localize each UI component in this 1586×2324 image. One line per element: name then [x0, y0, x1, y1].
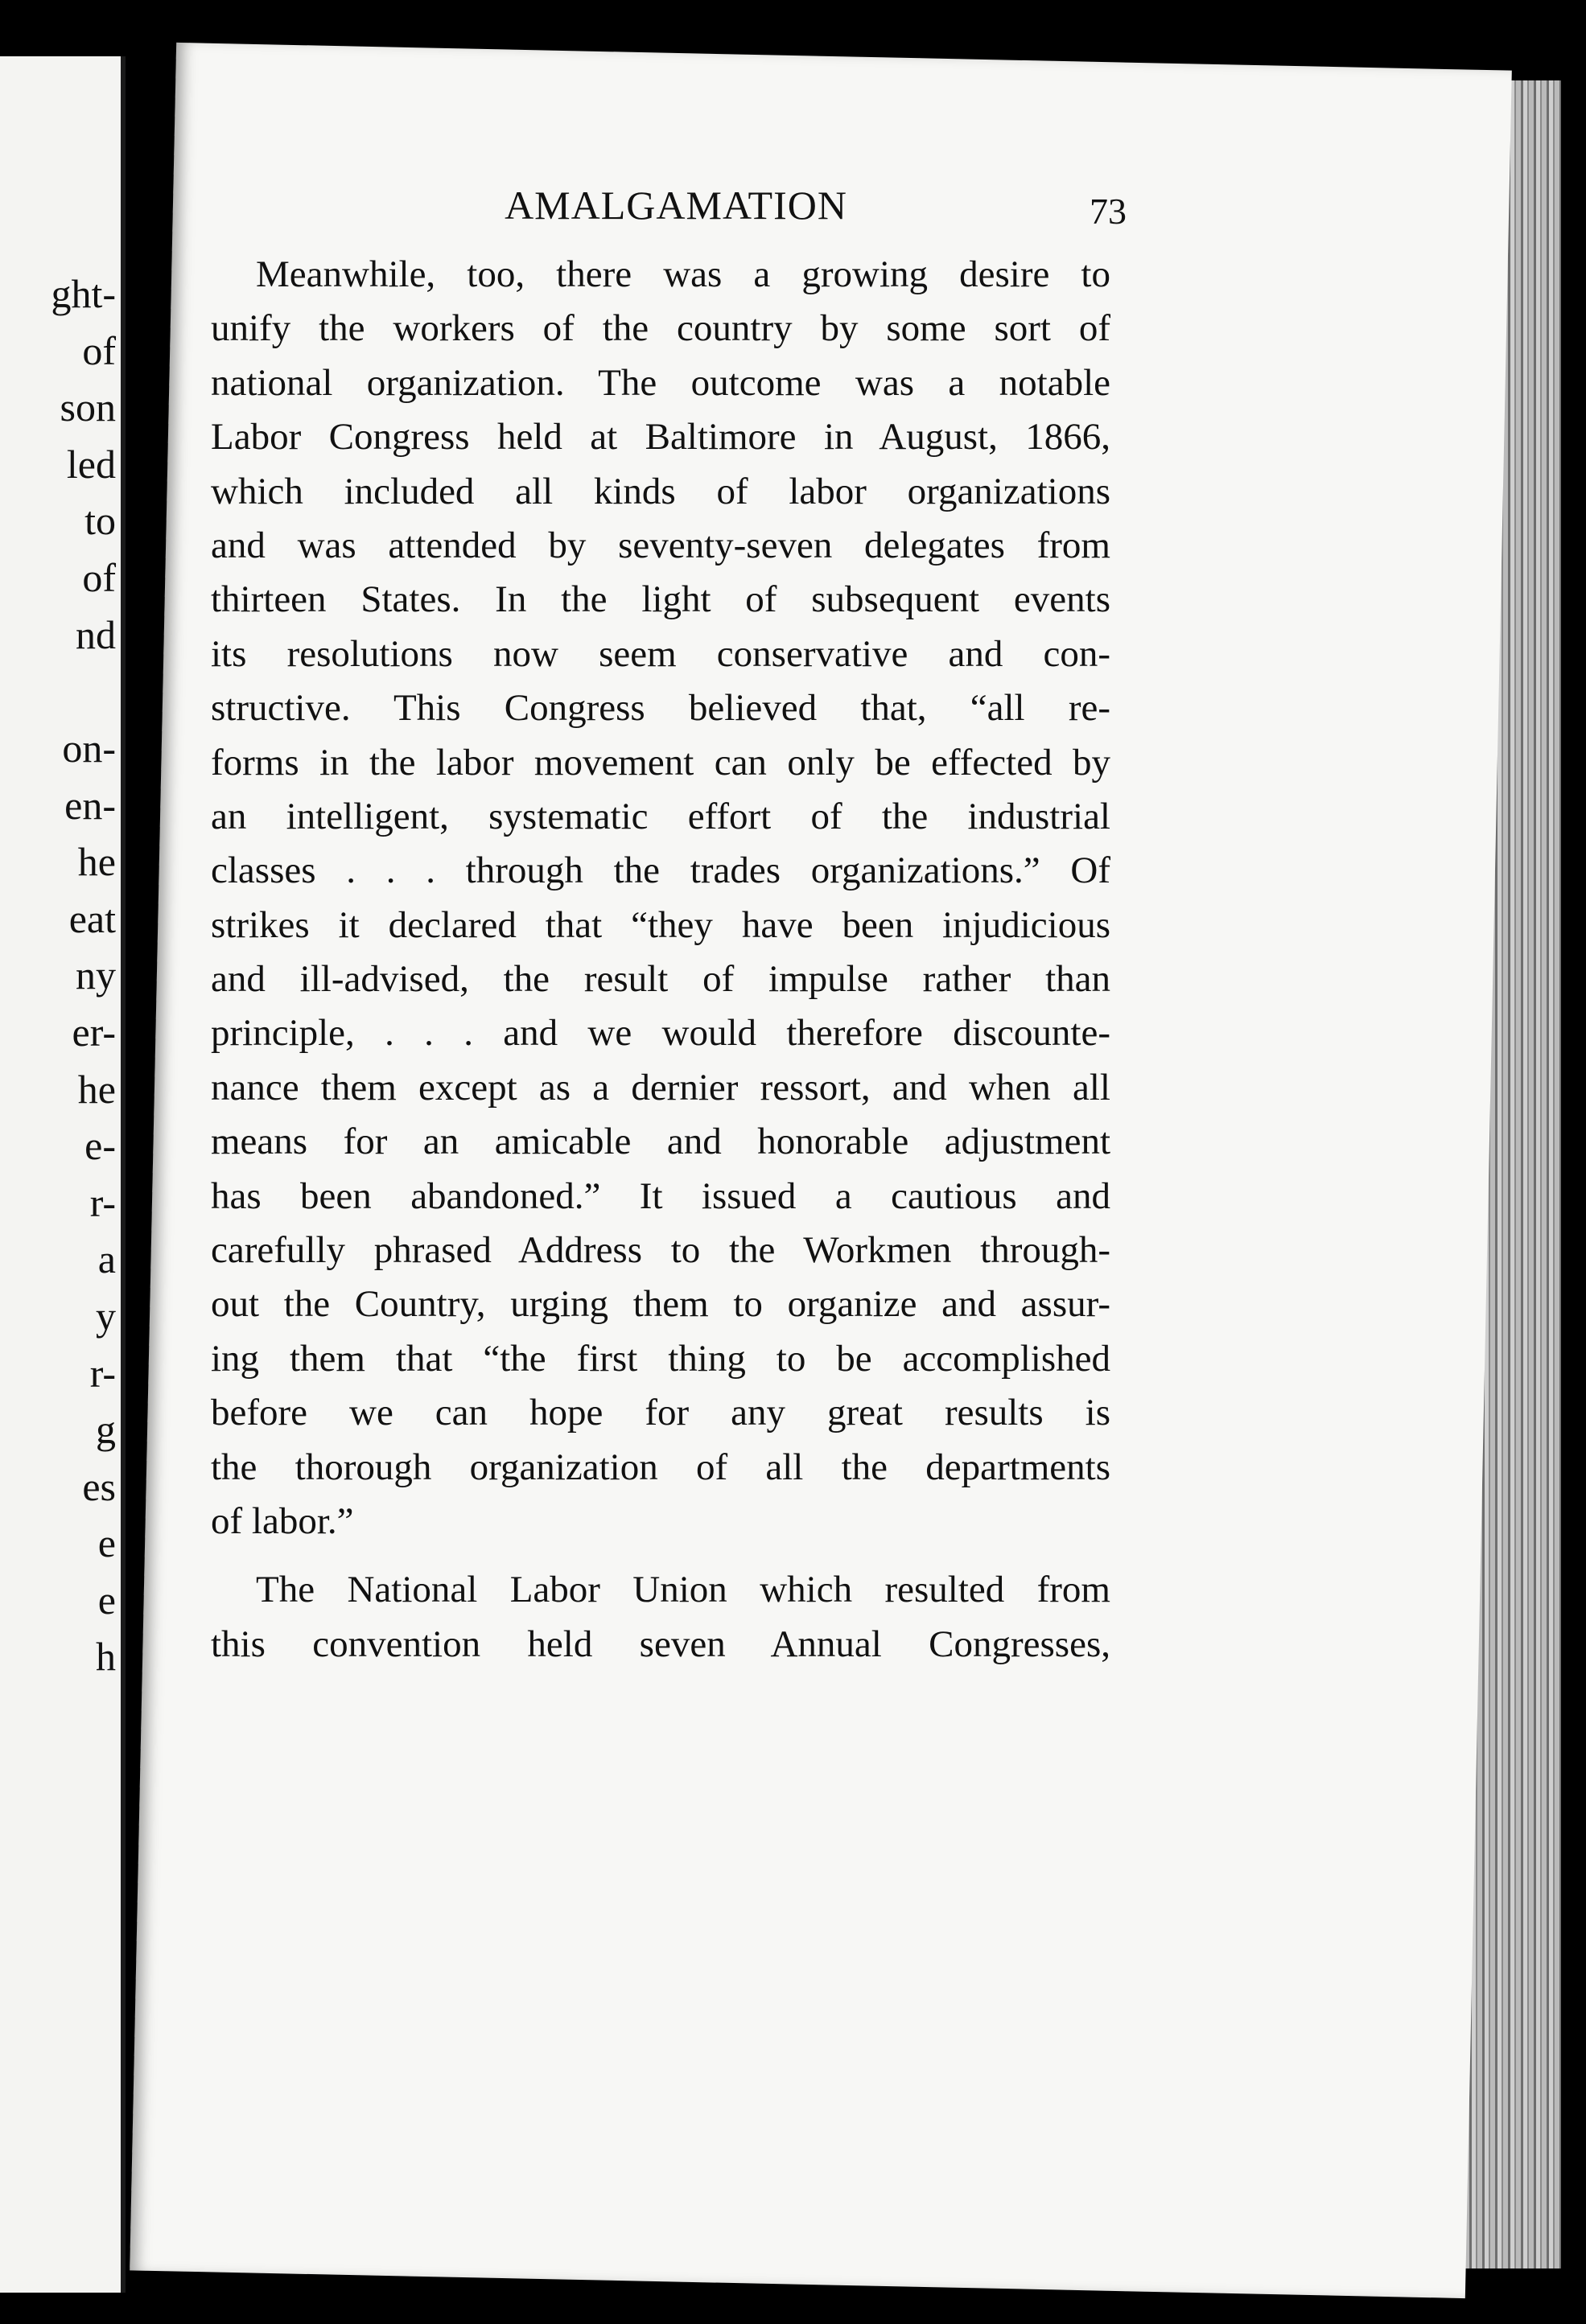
left-page-fragment: nd [76, 612, 116, 657]
text-line: principle, . . . and we would therefore discounte- [211, 1012, 1110, 1055]
left-page-fragment: er- [72, 1010, 116, 1055]
left-page-fragment: a [97, 1236, 116, 1281]
left-page-fragment: e [97, 1520, 116, 1565]
page-number: 73 [1090, 191, 1127, 232]
left-page-fragment: led [66, 442, 116, 487]
text-line: forms in the labor movement can only be effected by [211, 741, 1110, 784]
text-line: Labor Congress held at Baltimore in August, 1866, [211, 416, 1110, 459]
text-line: and ill-advised, the result of impulse rather than [211, 958, 1110, 1001]
left-page-fragment: he [77, 839, 116, 884]
left-page-fragment: r- [89, 1351, 116, 1396]
left-page-fragment: of [82, 555, 116, 600]
left-page-fragment: ght- [51, 271, 116, 316]
left-page-fragment: to [84, 498, 116, 543]
left-page-fragment: on- [62, 726, 116, 771]
left-page-fragment: r- [89, 1180, 116, 1225]
page-body [211, 248, 1110, 1672]
left-page-fragment: y [96, 1294, 116, 1339]
left-page-margin [0, 56, 126, 2293]
text-line: the thorough organization of all the departments [211, 1446, 1110, 1488]
text-line: out the Country, urging them to organize and assur- [211, 1283, 1110, 1326]
text-line: and was attended by seventy-seven delegates from [211, 524, 1110, 566]
left-page-fragment: es [82, 1464, 116, 1509]
text-line: national organization. The outcome was a notable [211, 361, 1110, 404]
text-line: The National Labor Union which resulted from [256, 1569, 1110, 1611]
text-line: Meanwhile, too, there was a growing desire to [256, 253, 1110, 295]
left-page-fragment: he [77, 1067, 116, 1112]
text-line: ing them that “the first thing to be accomplished [211, 1337, 1110, 1380]
left-page-fragment: son [60, 385, 116, 430]
left-page-fragment: g [96, 1407, 116, 1452]
page-header [225, 182, 1127, 238]
text-line: classes . . . through the trades organizations.” Of [211, 849, 1110, 892]
text-line: an intelligent, systematic effort of the industrial [211, 795, 1110, 837]
text-line: this convention held seven Annual Congresses, [211, 1623, 1110, 1665]
text-line: of labor.” [211, 1499, 354, 1542]
left-page-fragment: of [82, 328, 116, 373]
text-line: nance them except as a dernier ressort, and when all [211, 1066, 1110, 1109]
left-page-fragment: en- [64, 783, 116, 828]
left-page-fragment: h [96, 1634, 116, 1679]
text-line: structive. This Congress believed that, “all re- [211, 687, 1110, 730]
text-line: before we can hope for any great results is [211, 1392, 1110, 1434]
left-page-fragment: e- [84, 1123, 116, 1168]
text-line: carefully phrased Address to the Workmen through- [211, 1229, 1110, 1272]
left-page-fragment: ny [76, 952, 116, 997]
text-line: thirteen States. In the light of subsequent events [211, 578, 1110, 621]
text-line: its resolutions now seem conservative and con- [211, 632, 1110, 675]
text-line: strikes it declared that “they have been injudicious [211, 903, 1110, 946]
text-line: which included all kinds of labor organizations [211, 470, 1110, 512]
text-line: means for an amicable and honorable adjustment [211, 1121, 1110, 1163]
left-page-fragment: e [97, 1577, 116, 1623]
text-line: has been abandoned.” It issued a cautious and [211, 1174, 1110, 1217]
left-page-fragment: eat [68, 896, 116, 941]
running-head: AMALGAMATION [505, 183, 847, 228]
text-line: unify the workers of the country by some sort of [211, 307, 1110, 350]
